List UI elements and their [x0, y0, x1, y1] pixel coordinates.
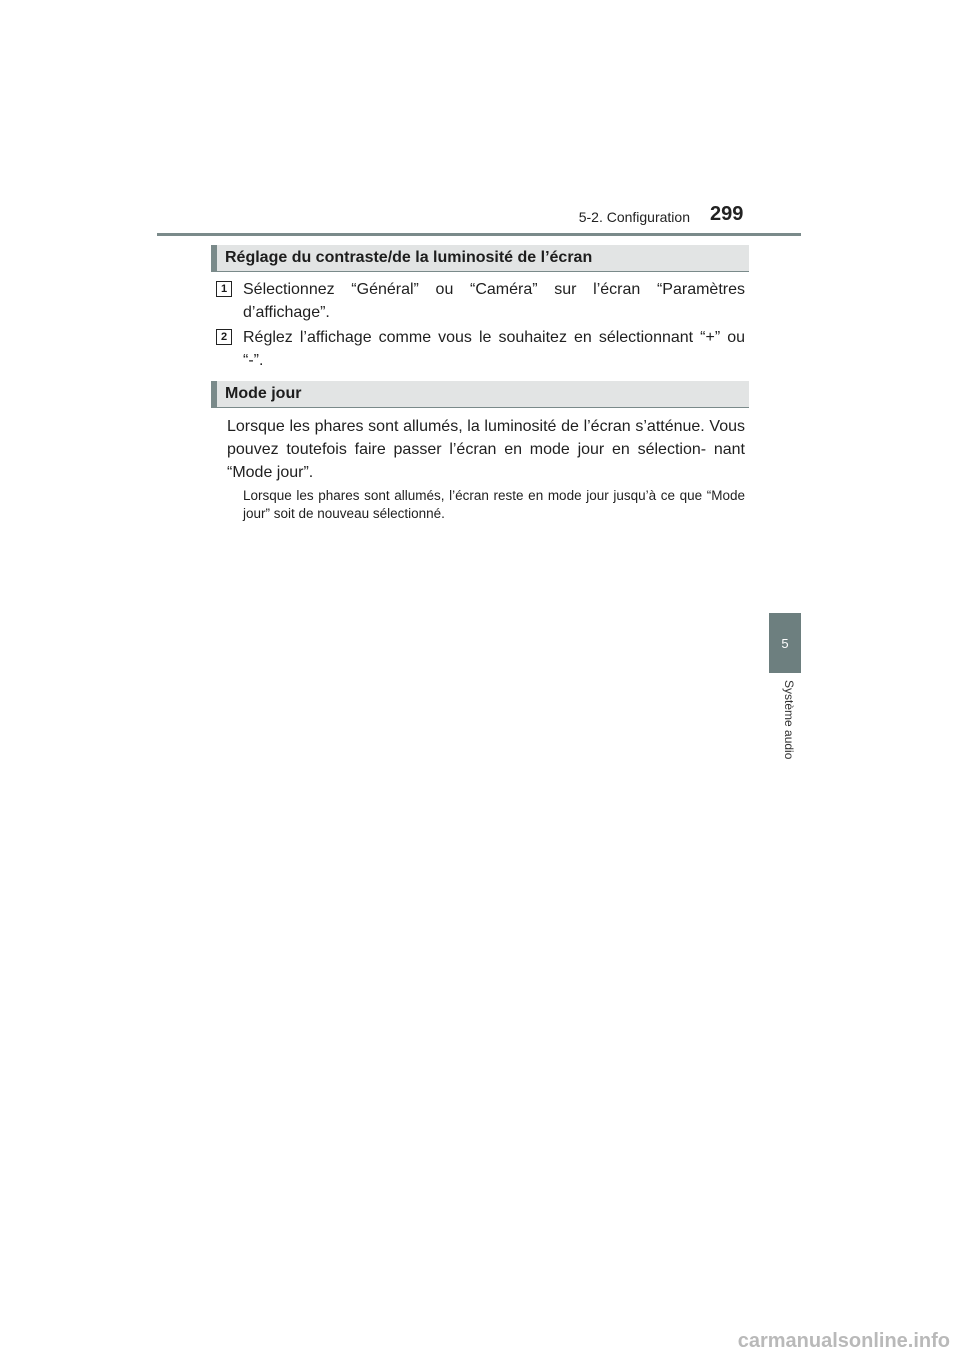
watermark: carmanualsonline.info [737, 1330, 950, 1352]
section-heading-contrast [211, 245, 749, 272]
section-heading-text: Mode jour [225, 385, 302, 402]
chapter-number: 5 [781, 635, 789, 651]
header-section-title: 5-2. Configuration [578, 209, 690, 225]
step-number: 2 [216, 329, 232, 345]
step-number: 1 [216, 281, 232, 297]
section-heading-text: Réglage du contraste/de la luminosité de l’écran [225, 249, 593, 266]
chapter-label: Système audio [782, 680, 796, 760]
step-text: Réglez l’affichage comme vous le souhaitez en sélectionnant “+” ou “-”. [243, 329, 745, 369]
note-paragraph: Lorsque les phares sont allumés, l’écran reste en mode jour jusqu’à ce que “Mode jour” soit de nouveau sélectionné. [243, 488, 745, 521]
header-rule [157, 233, 801, 236]
section-heading-day-mode [211, 381, 749, 408]
chapter-tab [769, 613, 801, 673]
page-number: 299 [710, 203, 744, 225]
step-text: Sélectionnez “Général” ou “Caméra” sur l’écran “Paramètres d’affichage”. [243, 281, 745, 321]
body-paragraph: Lorsque les phares sont allumés, la luminosité de l’écran s’atténue. Vous pouvez toutefois faire passer l’écran en mode jour en sélection- nant “Mode jour”. [227, 418, 745, 481]
